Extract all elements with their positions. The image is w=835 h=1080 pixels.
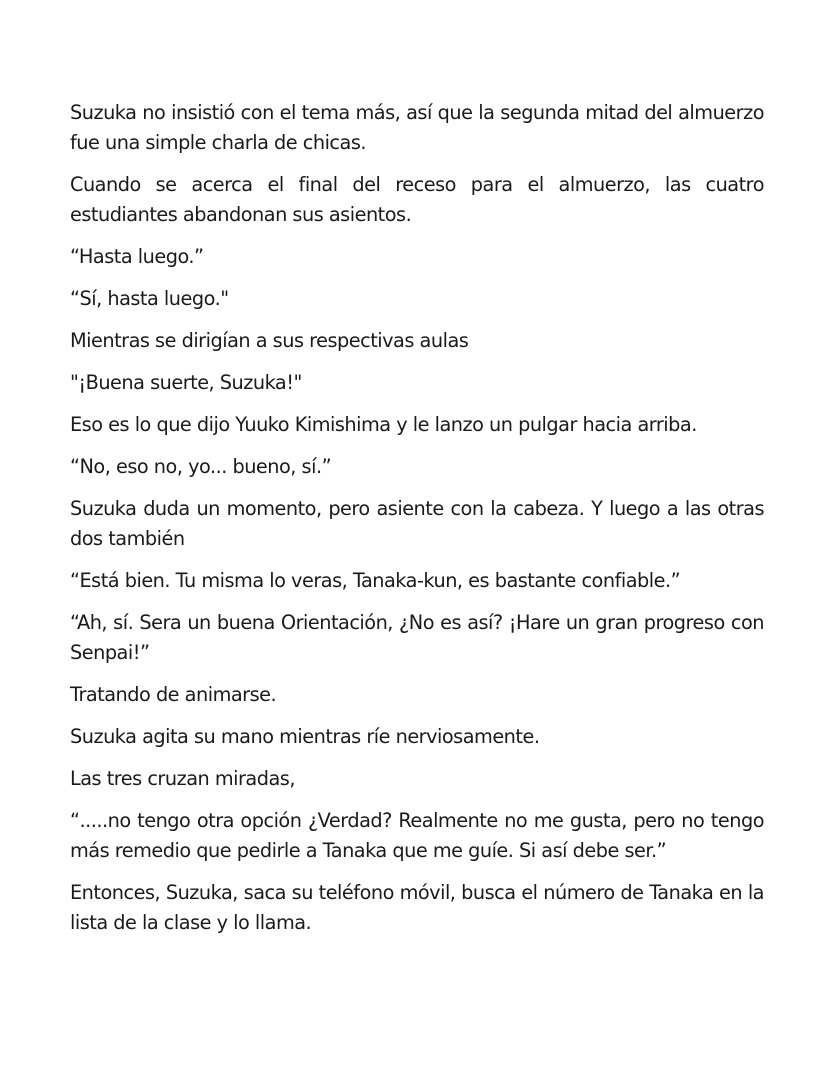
paragraph: Eso es lo que dijo Yuuko Kimishima y le lanzo un pulgar hacia arriba.	[70, 413, 697, 436]
paragraph: “.....no tengo otra opción ¿Verdad? Realmente no me gusta, pero no tengo más remedio que pedirle a Tanaka que me guíe. Si así debe ser.”	[70, 809, 764, 862]
document-page	[70, 98, 764, 950]
paragraph: “Sí, hasta luego."	[70, 287, 229, 310]
paragraph: “No, eso no, yo... bueno, sí.”	[70, 455, 332, 478]
paragraph: Suzuka duda un momento, pero asiente con la cabeza. Y luego a las otras dos también	[70, 497, 764, 550]
paragraph: “Hasta luego.”	[70, 245, 204, 268]
paragraph: “Está bien. Tu misma lo veras, Tanaka-kun, es bastante confiable.”	[70, 569, 681, 592]
paragraph: Cuando se acerca el final del receso para el almuerzo, las cuatro estudiantes abandonan sus asientos.	[70, 173, 764, 226]
paragraph: Suzuka agita su mano mientras ríe nerviosamente.	[70, 725, 540, 748]
paragraph: “Ah, sí. Sera un buena Orientación, ¿No es así? ¡Hare un gran progreso con Senpai!”	[70, 611, 764, 664]
paragraph: Mientras se dirigían a sus respectivas aulas	[70, 329, 469, 352]
paragraph: Las tres cruzan miradas,	[70, 767, 295, 790]
paragraph: "¡Buena suerte, Suzuka!"	[70, 371, 302, 394]
paragraph: Tratando de animarse.	[70, 683, 277, 706]
paragraph: Entonces, Suzuka, saca su teléfono móvil, busca el número de Tanaka en la lista de la clase y lo llama.	[70, 881, 764, 934]
paragraph: Suzuka no insistió con el tema más, así que la segunda mitad del almuerzo fue una simple charla de chicas.	[70, 101, 764, 154]
